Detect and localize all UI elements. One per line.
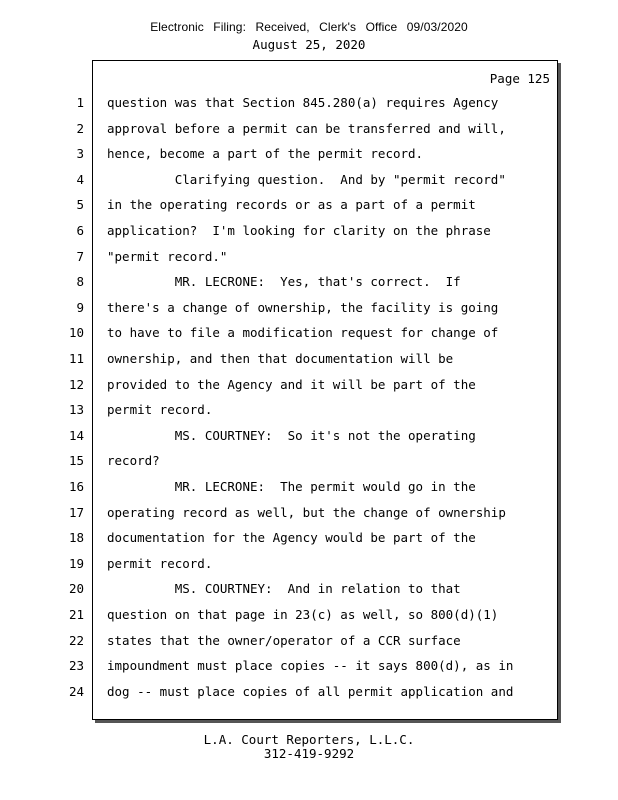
- transcript-line-text: there's a change of ownership, the facility is going: [107, 299, 499, 315]
- reporter-phone: 312-419-9292: [263, 746, 355, 761]
- transcript-line-text: MR. LECRONE: Yes, that's correct. If: [107, 274, 461, 290]
- transcript-line-text: MS. COURTNEY: And in relation to that: [107, 581, 461, 597]
- transcript-line-text: permit record.: [107, 555, 213, 571]
- transcript-line-text: hence, become a part of the permit record.: [107, 146, 424, 162]
- transcript-line-text: Clarifying question. And by "permit record": [107, 171, 506, 187]
- line-number: 5: [76, 197, 84, 213]
- line-number: 9: [76, 299, 84, 315]
- transcript-line-text: permit record.: [107, 402, 213, 418]
- transcript-line-text: ownership, and then that documentation will be: [107, 351, 454, 366]
- line-number: 18: [68, 530, 84, 546]
- line-number: 8: [76, 274, 84, 290]
- line-number: 11: [68, 351, 84, 366]
- line-number: 17: [68, 504, 84, 520]
- transcript-line-text: to have to file a modification request for change of: [107, 325, 499, 341]
- transcript-line-text: MR. LECRONE: The permit would go in the: [107, 479, 476, 494]
- transcript-line-text: operating record as well, but the change of ownership: [107, 504, 506, 520]
- page-number: Page 125: [489, 71, 550, 86]
- line-number: 4: [76, 171, 84, 187]
- line-number: 10: [68, 325, 84, 341]
- transcript-line-text: approval before a permit can be transferred and will,: [107, 120, 506, 136]
- transcript-line-text: impoundment must place copies -- it says 800(d), as in: [107, 658, 514, 674]
- line-number: 22: [68, 632, 84, 648]
- hearing-date: August 25, 2020: [252, 37, 366, 52]
- line-number: 3: [76, 146, 84, 162]
- transcript-line-text: in the operating records or as a part of a permit: [107, 197, 476, 213]
- line-number: 7: [76, 248, 84, 264]
- line-number: 19: [68, 555, 84, 571]
- line-number: 20: [68, 581, 84, 597]
- line-number: 13: [68, 402, 84, 418]
- line-number: 14: [68, 427, 84, 443]
- transcript-line-text: provided to the Agency and it will be part of the: [107, 376, 476, 392]
- line-number: 1: [76, 95, 84, 110]
- transcript-line-text: "permit record.": [107, 248, 228, 264]
- line-number: 24: [68, 683, 84, 699]
- line-number: 16: [68, 479, 84, 494]
- transcript-line-text: question on that page in 23(c) as well, so 800(d)(1): [107, 607, 499, 622]
- transcript-line-text: application? I'm looking for clarity on the phrase: [107, 223, 491, 238]
- line-number: 15: [68, 453, 84, 469]
- filing-stamp: Electronic Filing: Received, Clerk's Office 09/03/2020: [150, 20, 468, 34]
- line-number: 6: [76, 223, 84, 238]
- transcript-line-text: dog -- must place copies of all permit application and: [107, 683, 514, 699]
- transcript-line-text: MS. COURTNEY: So it's not the operating: [107, 427, 476, 443]
- line-number: 12: [68, 376, 84, 392]
- line-number: 23: [68, 658, 84, 674]
- line-number: 21: [68, 607, 84, 622]
- transcript-line-text: record?: [107, 453, 160, 469]
- transcript-line-text: question was that Section 845.280(a) requires Agency: [107, 95, 499, 110]
- transcript-line-text: documentation for the Agency would be part of the: [107, 530, 476, 546]
- reporter-company: L.A. Court Reporters, L.L.C.: [203, 732, 415, 747]
- transcript-line-text: states that the owner/operator of a CCR surface: [107, 632, 461, 648]
- line-number: 2: [76, 120, 84, 136]
